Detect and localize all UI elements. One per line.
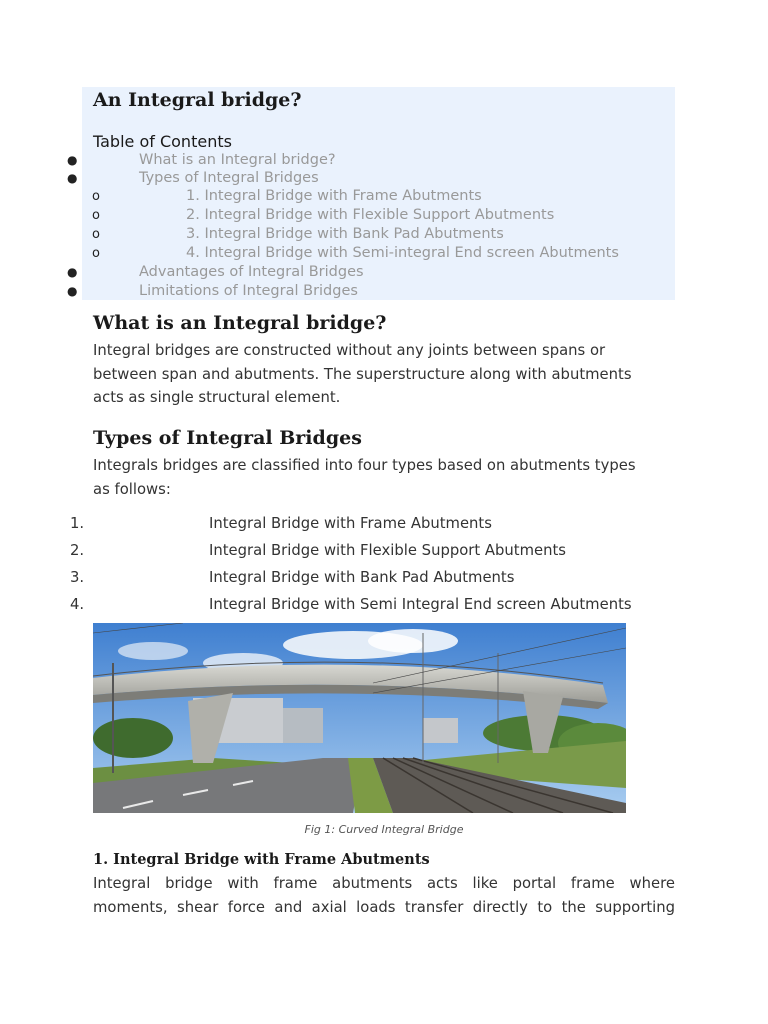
paragraph-line: Integrals bridges are classified into four types based on abutments types: [93, 457, 636, 474]
list-item: Integral Bridge with Frame Abutments: [209, 515, 492, 532]
toc-heading: Table of Contents: [93, 132, 232, 151]
subsection-heading-frame-abutments: 1. Integral Bridge with Frame Abutments: [93, 851, 430, 868]
list-number: 4.: [70, 596, 85, 613]
bullet-icon: ●: [67, 153, 78, 167]
section-paragraph: [93, 872, 675, 919]
figure-caption: Fig 1: Curved Integral Bridge: [304, 823, 464, 836]
list-item: Integral Bridge with Flexible Support Abutments: [209, 542, 566, 559]
list-item: Integral Bridge with Semi Integral End screen Abutments: [209, 596, 632, 613]
section-paragraph: [93, 454, 675, 501]
toc-link-bank-pad[interactable]: 3. Integral Bridge with Bank Pad Abutments: [186, 226, 504, 242]
toc-link-limitations[interactable]: Limitations of Integral Bridges: [139, 283, 358, 299]
section-heading-what-is: What is an Integral bridge?: [93, 312, 387, 334]
toc-link-flexible[interactable]: 2. Integral Bridge with Flexible Support Abutments: [186, 207, 555, 223]
circle-bullet-icon: o: [92, 208, 100, 223]
paragraph-line: acts as single structural element.: [93, 389, 341, 406]
list-number: 3.: [70, 569, 85, 586]
toc-link-types[interactable]: Types of Integral Bridges: [139, 170, 319, 186]
paragraph-line: Integral bridge with frame abutments acts like portal frame where: [93, 875, 675, 892]
toc-link-semi-integral[interactable]: 4. Integral Bridge with Semi-integral End screen Abutments: [186, 245, 619, 261]
circle-bullet-icon: o: [92, 189, 100, 204]
paragraph-line: between span and abutments. The superstructure along with abutments: [93, 365, 632, 383]
paragraph-line: Integral bridges are constructed without any joints between spans or: [93, 342, 606, 359]
bullet-icon: ●: [67, 171, 78, 185]
toc-link-frame[interactable]: 1. Integral Bridge with Frame Abutments: [186, 188, 482, 204]
toc-link-advantages[interactable]: Advantages of Integral Bridges: [139, 264, 364, 280]
paragraph-line: moments, shear force and axial loads transfer directly to the supporting: [93, 898, 675, 916]
section-paragraph: [93, 339, 675, 410]
list-item: Integral Bridge with Bank Pad Abutments: [209, 569, 515, 586]
circle-bullet-icon: o: [92, 227, 100, 242]
list-number: 1.: [70, 515, 85, 532]
bullet-icon: ●: [67, 265, 78, 279]
circle-bullet-icon: o: [92, 246, 100, 261]
bullet-icon: ●: [67, 284, 78, 298]
page-title: An Integral bridge?: [93, 89, 302, 111]
bridge-photo: [93, 623, 626, 813]
section-heading-types: Types of Integral Bridges: [93, 427, 362, 449]
paragraph-line: as follows:: [93, 480, 171, 498]
list-number: 2.: [70, 542, 85, 559]
toc-link-what-is[interactable]: What is an Integral bridge?: [139, 152, 336, 168]
